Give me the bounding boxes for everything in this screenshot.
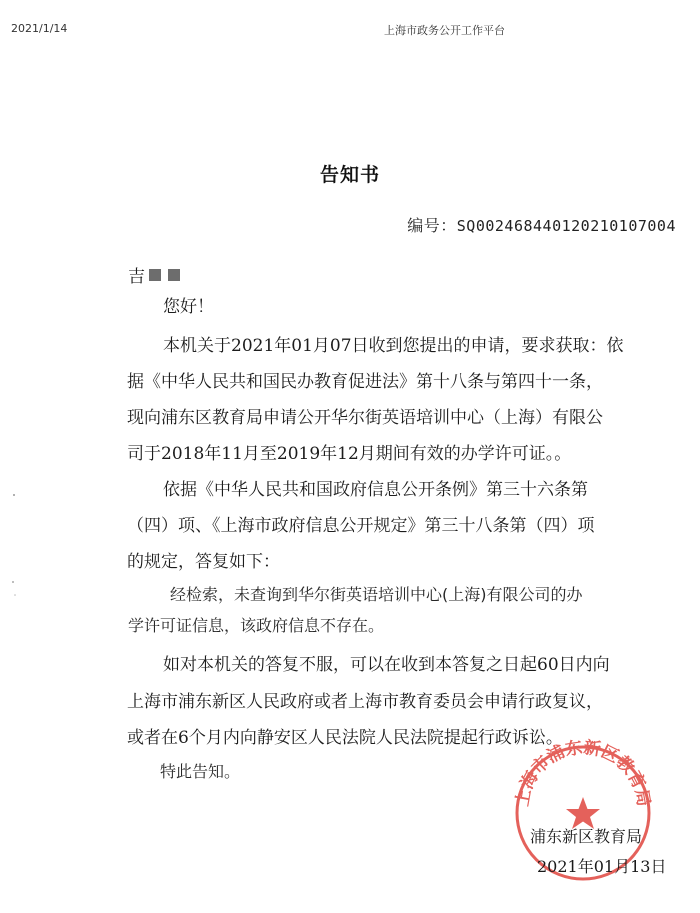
body-line: 的规定，答复如下： — [127, 552, 280, 572]
print-date: 2021/1/14 — [11, 22, 68, 35]
greeting: 您好！ — [163, 297, 214, 317]
body-line: 现向浦东区教育局申请公开华尔街英语培训中心（上海）有限公 — [127, 408, 603, 428]
document-title: 告知书 — [319, 164, 380, 186]
body-line: 上海市浦东新区人民政府或者上海市教育委员会申请行政复议， — [127, 692, 603, 712]
redaction-block — [149, 269, 161, 281]
body-line: 如对本机关的答复不服，可以在收到本答复之日起60日内向 — [163, 655, 610, 675]
closing: 特此告知。 — [160, 762, 241, 781]
body-line: 本机关于2021年01月07日收到您提出的申请，要求获取：依 — [163, 336, 624, 356]
document-number-value: SQ00246844012021010700​4 — [456, 217, 676, 235]
platform-name: 上海市政务公开工作平台 — [384, 24, 505, 37]
recipient-name: 吉 — [128, 267, 145, 287]
seal-text: 上海市浦东新区教育局 — [512, 737, 654, 808]
redaction-block — [168, 269, 180, 281]
issue-date: 2021年01月13日 — [537, 857, 667, 876]
print-header — [0, 22, 700, 38]
body-line: 司于2018年11月至2019年12月期间有效的办学许可证。。 — [127, 444, 572, 464]
body-line: 依据《中华人民共和国政府信息公开条例》第三十六条第 — [163, 480, 588, 500]
recipient — [128, 262, 180, 287]
issuing-authority: 浦东新区教育局 — [530, 827, 643, 846]
body-line-handwritten: 经检索，未查询到华尔街英语培训中心(上海)有限公司的办 — [170, 585, 583, 604]
body-line: （四）项、《上海市政府信息公开规定》第三十八条第（四）项 — [127, 516, 595, 536]
document-number-label: 编号： — [407, 216, 457, 235]
body-line: 或者在6个月内向静安区人民法院人民法院提起行政诉讼。 — [127, 728, 563, 748]
body-line-handwritten: 学许可证信息，该政府信息不存在。 — [128, 616, 385, 635]
document-number — [407, 213, 676, 236]
body-line: 据《中华人民共和国民办教育促进法》第十八条与第四十一条， — [127, 372, 603, 392]
